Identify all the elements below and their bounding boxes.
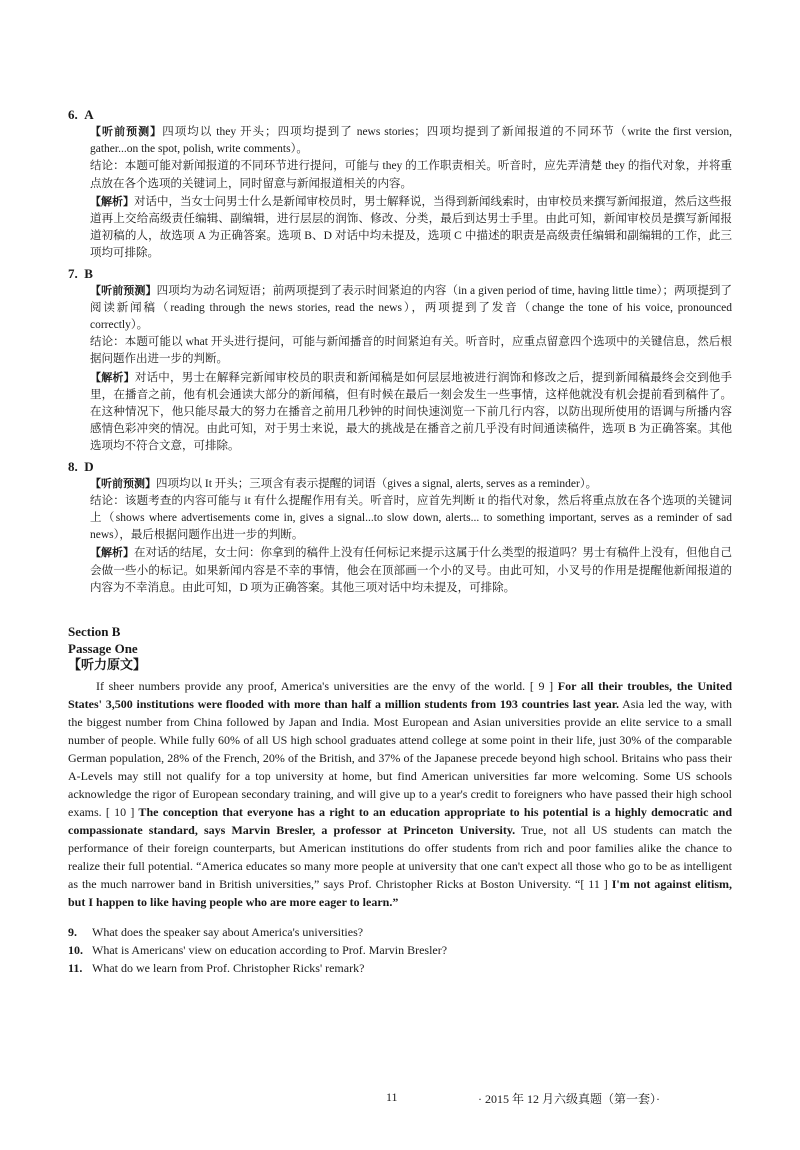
key-sentence-10: The conception that everyone has a right to an education appropriate to his potential is a highly democratic and compassionate standard, says Marvin Bresler, a professor at Princeton University.: [68, 805, 733, 838]
q6-pre-text: 四项均以 they 开头；四项均提到了 news stories；四项均提到了新闻报道的不同环节（write the first version, gather...on the spot, polish, write comments）。: [90, 126, 733, 156]
passage-title: Passage One: [68, 641, 138, 657]
q7-explanation: [90, 282, 732, 456]
q6-answer: A: [84, 107, 94, 122]
marker-10: [ 10 ]: [105, 805, 135, 820]
q7-pre-tag: 【听前预测】: [90, 283, 157, 297]
q8-answer: D: [84, 458, 94, 474]
question-item: 9. What does the speaker say about America's universities?: [68, 925, 364, 940]
q6-analysis-tag: 【解析】: [90, 194, 134, 208]
question-list: [68, 923, 732, 977]
section-title: Section B: [68, 624, 121, 640]
q7-number: 7. B: [68, 265, 93, 281]
q8-pre-text: 四项均以 It 开头；三项含有表示提醒的词语（gives a signal, alerts, serves as a reminder）。: [156, 477, 598, 490]
footer-title: · 2015 年 12 月六级真题（第一套）·: [478, 1092, 660, 1106]
q8-pre-tag: 【听前预测】: [90, 476, 156, 490]
q6-conclusion: 结论：本题可能对新闻报道的不同环节进行提问，可能与 they 的工作职责相关。听音时，应先弄清楚 they 的指代对象，并将重点放在各个选项的关键词上，同时留意与新闻报道相关的内容。: [90, 160, 732, 190]
section-header: [68, 623, 732, 675]
passage-transcript: If sheer numbers provide any proof, America's universities are the envy of the world. [ 9 ] For all their troubles, the United States' 3,500 institutions were flooded with more than half a million students from 193 countries last year. Asia led the way, with the biggest number from China followed by Japan and India. Most European and Asian universities provide an elite service to a small number of people. While fully 60% of all US high school graduates attend college at some point in their life, just 30% of the comparable German population, 28% of the French, 20% of the British, and 37% of the Japanese precede beyond high school. Britains who pass their A-Levels may still not qualify for a top university at home, but find American universities far more welcoming. Some US schools acknowledge the rigor of European secondary training, and will give up to a year's credit to foreigners who have passed their high school exams. [ 10 ] The conception that everyone has a right to an education appropriate to his potential is a highly democratic and compassionate standard, says Marvin Bresler, a professor at Princeton University. True, not all US students can match the performance of their foreign counterparts, but American institutions do offer students from rich and poor families alike the chance to realize their full potential. “America educates so many more people at university that one can't expect all those who go to be as intelligent as the much narrower band in British universities,” says Prof. Christopher Ricks at Boston University. “[ 11 ] I'm not against elitism, but I happen to like having people who are more eager to learn.”: [68, 679, 733, 910]
question-item: 10. What is Americans' view on education according to Prof. Marvin Bresler?: [68, 943, 448, 958]
q7-answer: B: [84, 265, 93, 281]
q6-explanation: [90, 123, 732, 263]
question-item: 11. What do we learn from Prof. Christopher Ricks' remark?: [68, 961, 365, 976]
q6-number: 6. A: [68, 107, 94, 122]
q7-pre-text: 四项均为动名词短语；前两项提到了表示时间紧迫的内容（in a given period of time, having little time）；两项提到了阅读新闻稿（reading through the news stories, read the news），两项提到了发音（change the tone of his voice, pronounced correctly）。: [90, 284, 733, 332]
q7-conclusion: 结论：本题可能以 what 开头进行提问，可能与新闻播音的时间紧迫有关。听音时，应重点留意四个选项中的关键信息，然后根据问题作出进一步的判断。: [90, 336, 732, 366]
q6-analysis-text: 对话中，当女士问男士什么是新闻审校员时，男士解释说，当得到新闻线索时，由审校员来撰写新闻报道，然后这些报道再上交给高级责任编辑、副编辑，进行层层的润饰、修改、分类，最后到达男士手里。由此可知，新闻审校员是撰写新闻报道初稿的人，故选项 A 为正确答案。选项 B、D 对话中均未提及，选项 C 中描述的职责是高级责任编辑和副编辑的工作，此三项均可排除。: [90, 195, 732, 260]
key-sentence-9: For all their troubles, the United States' 3,500 institutions were flooded with more than half a million students from 193 countries last year.: [68, 679, 733, 712]
document-page: [68, 104, 732, 977]
q8-analysis-tag: 【解析】: [90, 546, 134, 560]
q6-pre-tag: 【听前预测】: [90, 125, 163, 138]
marker-9: [ 9 ]: [529, 679, 554, 694]
q8-explanation: [90, 475, 732, 597]
q8-conclusion: 结论：该题考查的内容可能与 it 有什么提醒作用有关。听音时，应首先判断 it 的指代对象，然后将重点放在各个选项的关键词上（shows where advertisements come in, gives a signal...to slow down, alerts... to something important, serves as a reminder of sad news），最后根据问题作出进一步的判断。: [90, 494, 732, 542]
transcript-tag: 【听力原文】: [68, 658, 147, 674]
q7-analysis-tag: 【解析】: [90, 370, 135, 384]
q7-analysis-text: 对话中，男士在解释完新闻审校员的职责和新闻稿是如何层层地被进行润饰和修改之后，提到新闻稿最终会交到他手里，在播音之前，他有机会通读大部分的新闻稿，但有时候在最后一刻会发生一些事情，这样他就没有机会提前看到稿件了。在这种情况下，他只能尽最大的努力在播音之前用几秒钟的时间快速浏览一下前几行内容，以防出现所使用的语调与所播内容感情色彩冲突的情况。由此可知，对于男士来说，最大的挑战是在播音之前几乎没有时间通读稿件，选项 B 为正确答案。其他选项均不符合文意，可排除。: [90, 371, 733, 453]
q8-analysis-text: 在对话的结尾，女士问：你拿到的稿件上没有任何标记来提示这属于什么类型的报道吗？男士有稿件上没有，但他自己会做一些小的标记。如果新闻内容是不幸的事情，他会在顶部画一个小的叉号。由此可知，小叉号的作用是提醒他新闻报道的内容为不幸消息。由此可知，D 项为正确答案。其他三项对话中均未提及，可排除。: [90, 547, 732, 594]
key-sentence-11: I'm not against elitism, but I happen to like having people who are more eager to learn.: [68, 877, 732, 910]
marker-11: [ 11 ]: [580, 877, 608, 892]
page-number: 11: [386, 1090, 398, 1104]
q8-number: 8. D: [68, 458, 94, 474]
